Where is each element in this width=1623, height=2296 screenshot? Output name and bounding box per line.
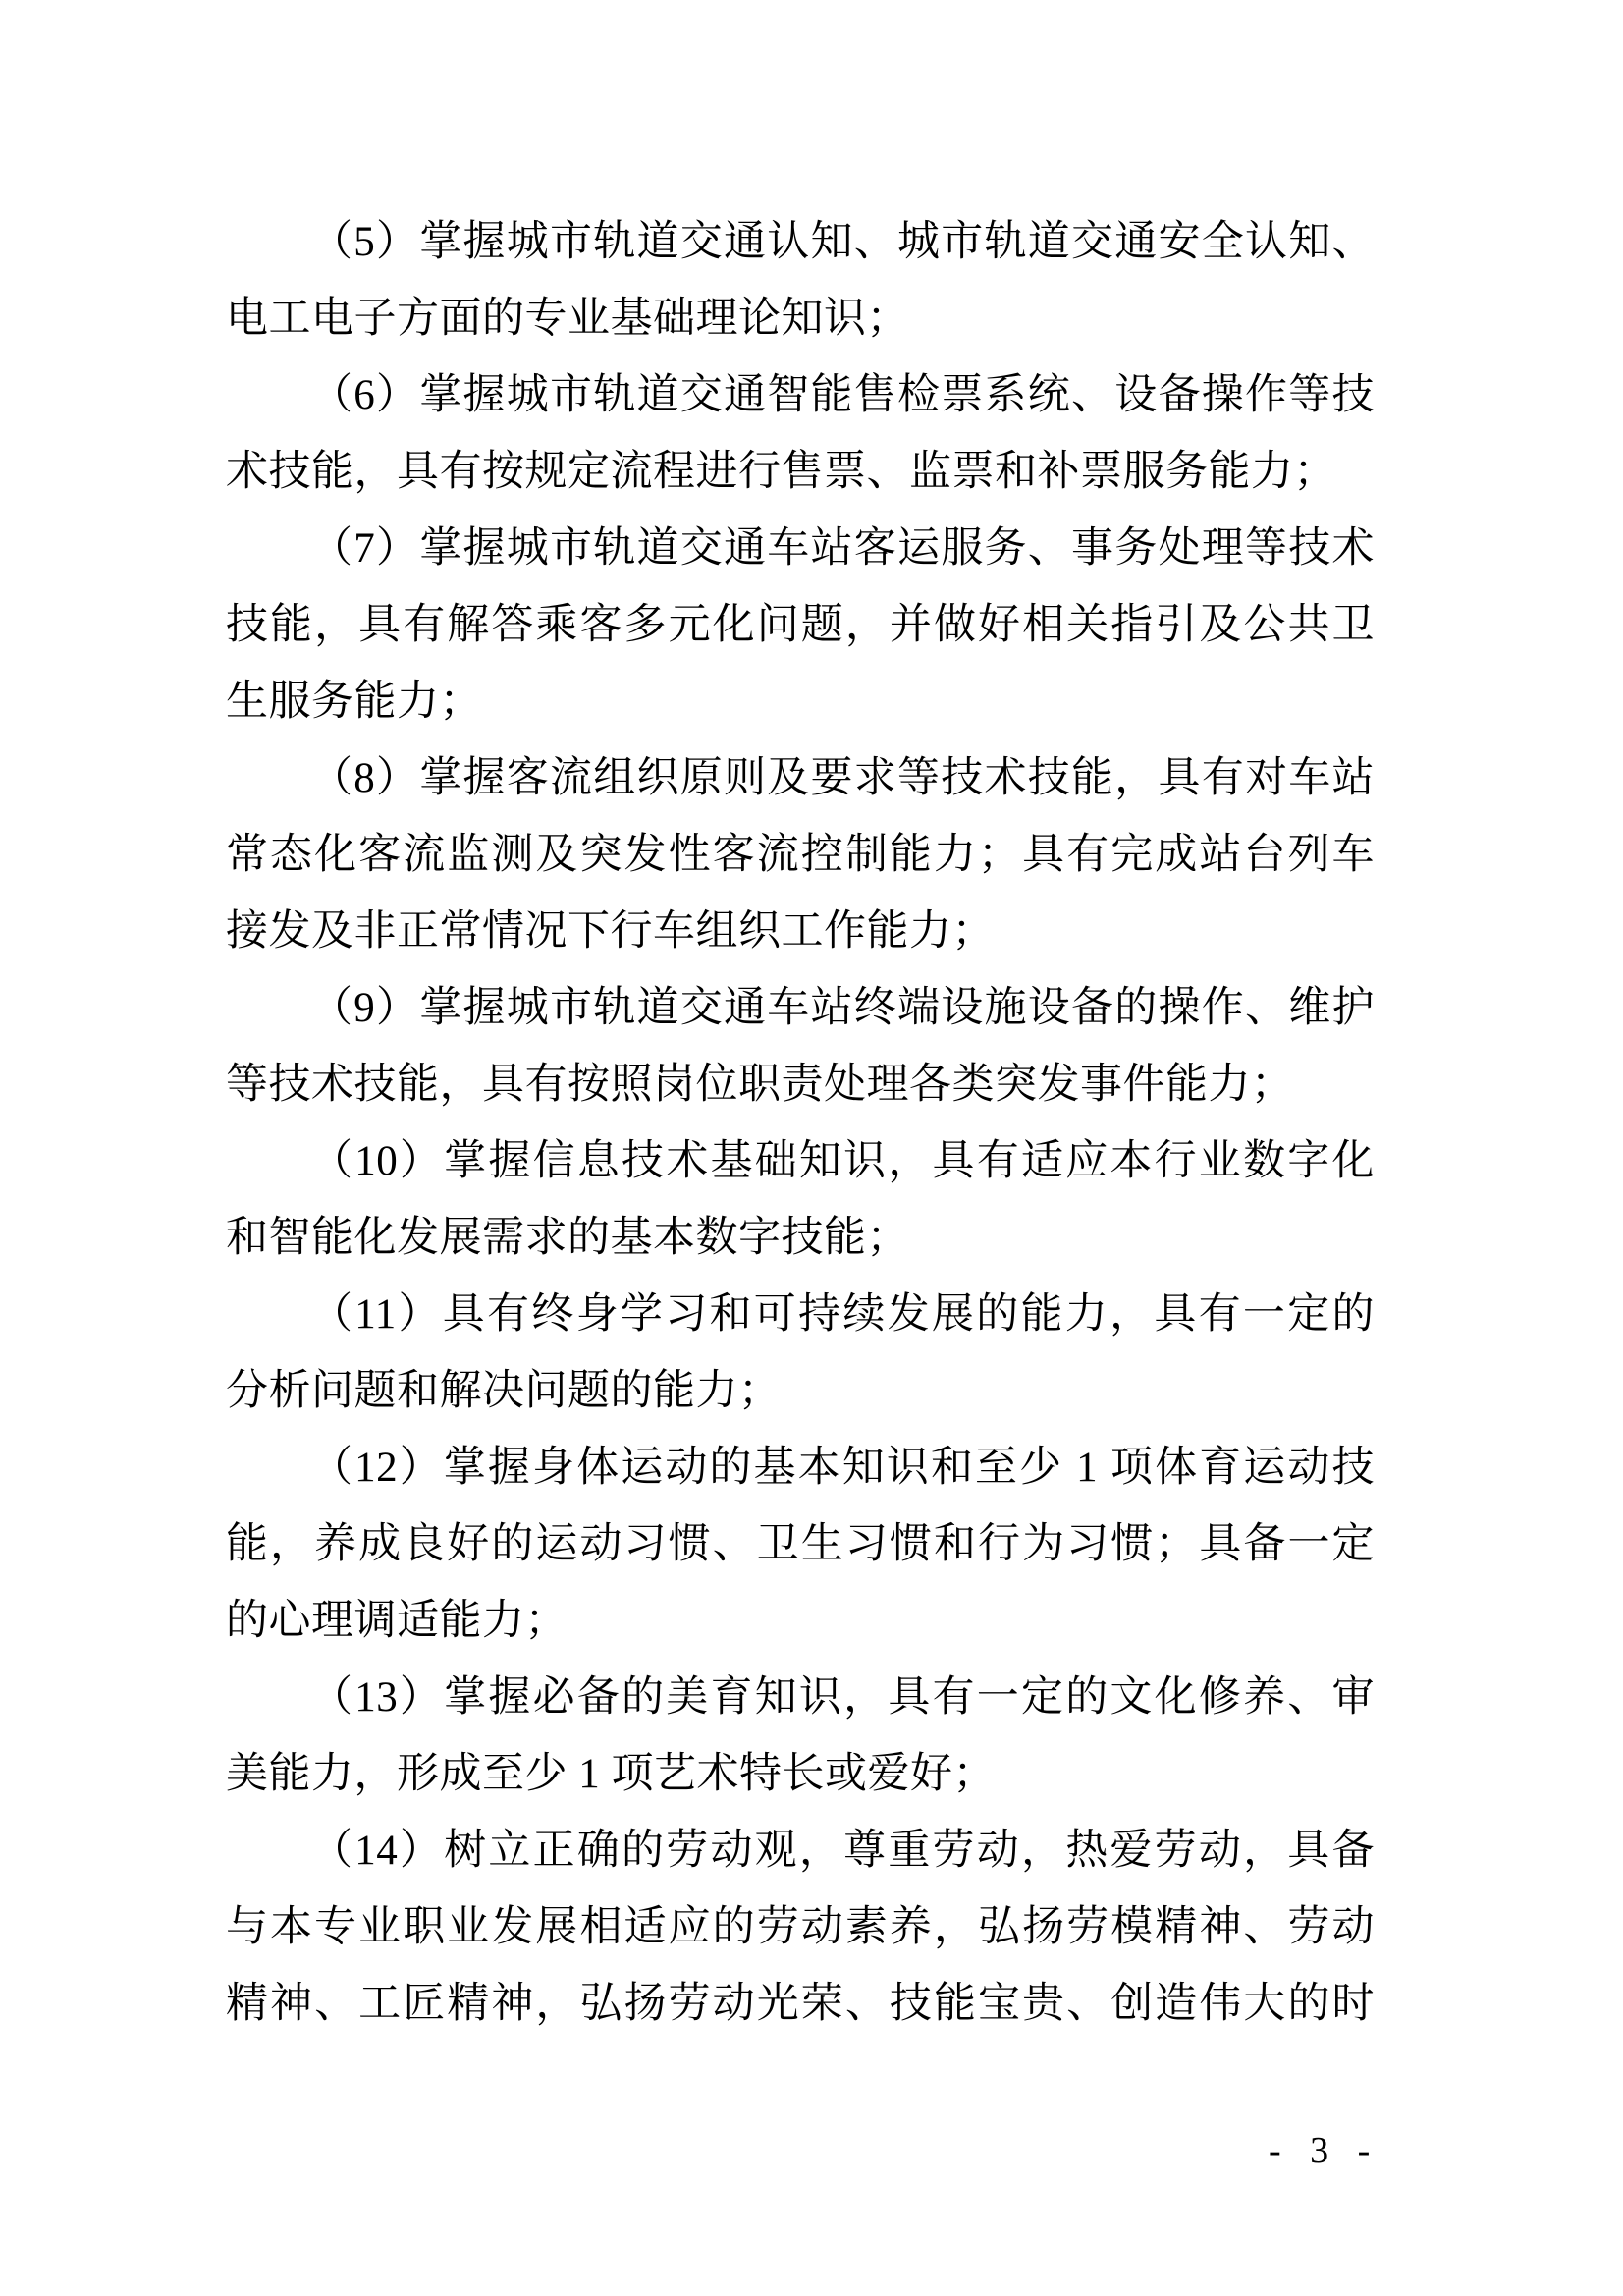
- text-line: 精神、工匠精神，弘扬劳动光荣、技能宝贵、创造伟大的时: [226, 1981, 1375, 2027]
- text-line: 术技能，具有按规定流程进行售票、监票和补票服务能力；: [226, 449, 1336, 495]
- paragraph-item-7: [226, 511, 1375, 740]
- text-line: （6）掌握城市轨道交通智能售检票系统、设备操作等技: [310, 372, 1375, 418]
- text-line: （9）掌握城市轨道交通车站终端设施设备的操作、维护: [310, 985, 1375, 1031]
- paragraph-item-11: [226, 1277, 1375, 1430]
- text-line: 生服务能力；: [226, 679, 482, 725]
- text-line: （13）掌握必备的美育知识，具有一定的文化修养、审: [310, 1674, 1375, 1721]
- text-line: 与本专业职业发展相适应的劳动素养，弘扬劳模精神、劳动: [226, 1904, 1375, 1950]
- paragraph-item-5: [226, 204, 1375, 357]
- text-line: 技能，具有解答乘客多元化问题，并做好相关指引及公共卫: [226, 602, 1375, 648]
- text-line: 分析问题和解决问题的能力；: [226, 1368, 782, 1414]
- text-line: （7）掌握城市轨道交通车站客运服务、事务处理等技术: [310, 525, 1375, 572]
- paragraph-item-12: [226, 1430, 1375, 1660]
- paragraph-item-9: [226, 970, 1375, 1123]
- paragraph-item-6: [226, 357, 1375, 511]
- text-line: 能，养成良好的运动习惯、卫生习惯和行为习惯；具备一定: [226, 1521, 1375, 1567]
- text-line: （14）树立正确的劳动观，尊重劳动，热爱劳动，具备: [310, 1828, 1375, 1874]
- text-line: 的心理调适能力；: [226, 1598, 568, 1644]
- text-line: 常态化客流监测及突发性客流控制能力；具有完成站台列车: [226, 832, 1375, 878]
- text-line: 接发及非正常情况下行车组织工作能力；: [226, 908, 995, 955]
- page-number: - 3 -: [1269, 2130, 1380, 2171]
- paragraph-item-8: [226, 740, 1375, 970]
- text-line: （8）掌握客流组织原则及要求等技术技能，具有对车站: [310, 755, 1375, 801]
- text-line: （12）掌握身体运动的基本知识和至少 1 项体育运动技: [310, 1445, 1375, 1491]
- text-line: （10）掌握信息技术基础知识，具有适应本行业数字化: [310, 1138, 1375, 1184]
- text-line: 电工电子方面的专业基础理论知识；: [226, 296, 909, 342]
- text-line: 美能力，形成至少 1 项艺术特长或爱好；: [226, 1751, 996, 1797]
- text-line: 和智能化发展需求的基本数字技能；: [226, 1215, 909, 1261]
- paragraph-item-14: [226, 1813, 1375, 2043]
- document-body: [226, 204, 1375, 2043]
- paragraph-item-10: [226, 1123, 1375, 1277]
- paragraph-item-13: [226, 1660, 1375, 1813]
- text-line: （5）掌握城市轨道交通认知、城市轨道交通安全认知、: [310, 219, 1375, 265]
- text-line: （11）具有终身学习和可持续发展的能力，具有一定的: [310, 1291, 1375, 1338]
- text-line: 等技术技能，具有按照岗位职责处理各类突发事件能力；: [226, 1062, 1294, 1108]
